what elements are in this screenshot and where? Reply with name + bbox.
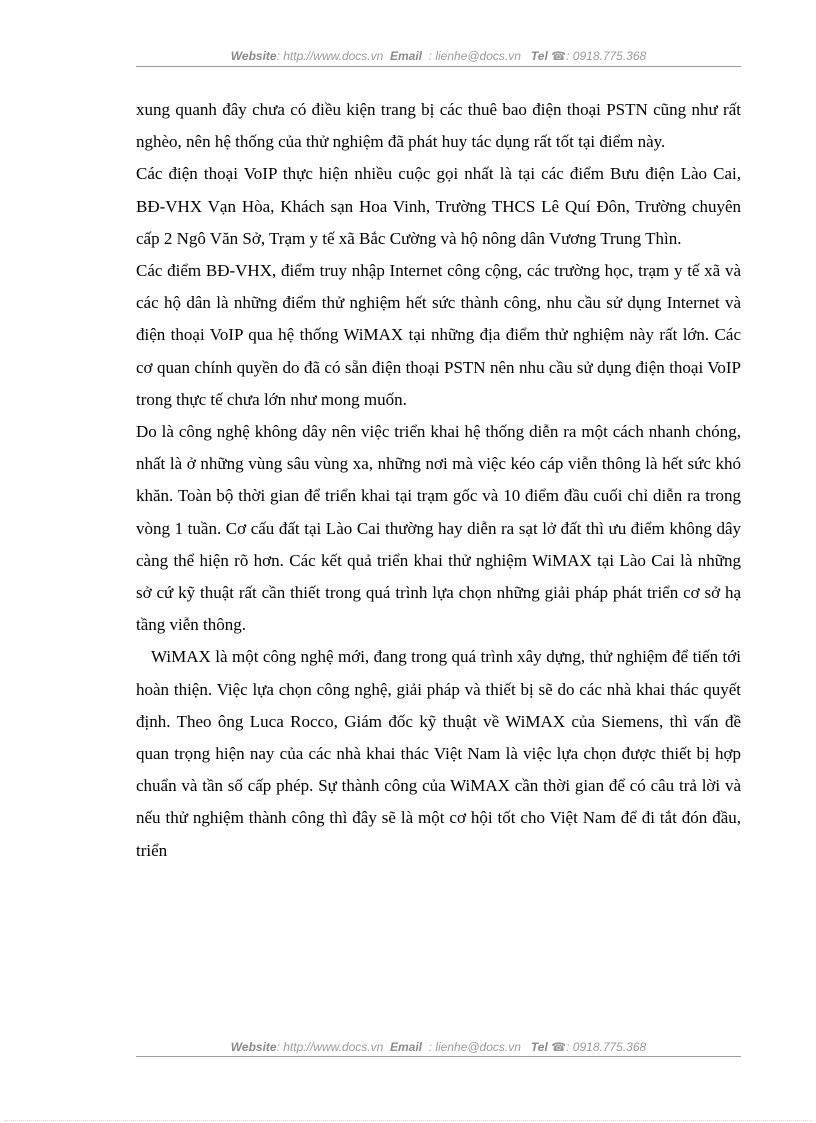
- paragraph-2: Các điện thoại VoIP thực hiện nhiều cuộc gọi nhất là tại các điểm Bưu điện Lào Cai, BĐ-VHX Vạn Hòa, Khách sạn Hoa Vinh, Trường THCS Lê Quí Đôn, Trường chuyên cấp 2 Ngô Văn Sở, Trạm y tế xã Bắc Cường và hộ nông dân Vương Trung Thìn.: [136, 164, 741, 248]
- header-email-link[interactable]: : lienhe@docs.vn: [428, 49, 521, 63]
- footer-website-label: Website: [230, 1040, 277, 1054]
- page-edge-divider: [4, 1120, 812, 1121]
- footer-email-link[interactable]: : lienhe@docs.vn: [428, 1040, 521, 1054]
- telephone-icon: ☎: [551, 1040, 567, 1054]
- footer-website-link[interactable]: : http://www.docs.vn: [276, 1040, 384, 1054]
- paragraph-1: xung quanh đây chưa có điều kiện trang bị các thuê bao điện thoại PSTN cũng như rất nghèo, nên hệ thống của thử nghiệm đã phát huy tác dụng rất tốt tại điểm này.: [136, 100, 741, 152]
- footer-tel-label: Tel: [530, 1040, 548, 1054]
- footer-email-label: Email: [389, 1040, 422, 1054]
- header-website-label: Website: [230, 49, 277, 63]
- header-tel-label: Tel: [530, 49, 548, 63]
- paragraph-4: Do là công nghệ không dây nên việc triển khai hệ thống diễn ra một cách nhanh chóng, nhất là ở những vùng sâu vùng xa, những nơi mà việc kéo cáp viễn thông là hết sức khó khăn. Toàn bộ thời gian để triển khai tại trạm gốc và 10 điểm đầu cuối chỉ diễn ra trong vòng 1 tuần. Cơ cấu đất tại Lào Cai thường hay diễn ra sạt lở đất thì ưu điểm không dây càng thể hiện rõ hơn. Các kết quả triển khai thử nghiệm WiMAX tại Lào Cai là những sở cứ kỹ thuật rất cần thiết trong quá trình lựa chọn những giải pháp phát triển cơ sở hạ tầng viễn thông.: [136, 422, 741, 635]
- telephone-icon: ☎: [551, 49, 567, 63]
- header-website-link[interactable]: : http://www.docs.vn: [276, 49, 384, 63]
- page-footer: [136, 1039, 741, 1055]
- page-header: [136, 48, 741, 64]
- header-tel-value: : 0918.775.368: [566, 49, 647, 63]
- footer-divider: [136, 1056, 741, 1057]
- header-divider: [136, 66, 741, 67]
- header-email-label: Email: [389, 49, 422, 63]
- document-body: [136, 94, 741, 867]
- footer-tel-value: : 0918.775.368: [566, 1040, 647, 1054]
- paragraph-5: WiMAX là một công nghệ mới, đang trong quá trình xây dựng, thử nghiệm để tiến tới hoàn thiện. Việc lựa chọn công nghệ, giải pháp và thiết bị sẽ do các nhà khai thác quyết định. Theo ông Luca Rocco, Giám đốc kỹ thuật về WiMAX của Siemens, thì vấn đề quan trọng hiện nay của các nhà khai thác Việt Nam là việc lựa chọn được thiết bị hợp chuẩn và tần số cấp phép. Sự thành công của WiMAX cần thời gian để có câu trả lời và nếu thử nghiệm thành công thì đây sẽ là một cơ hội tốt cho Việt Nam để đi tắt đón đầu, triển: [136, 647, 741, 860]
- paragraph-3: Các điểm BĐ-VHX, điểm truy nhập Internet công cộng, các trường học, trạm y tế xã và các hộ dân là những điểm thử nghiệm hết sức thành công, nhu cầu sử dụng Internet và điện thoại VoIP qua hệ thống WiMAX tại những địa điểm thử nghiệm này rất lớn. Các cơ quan chính quyền do đã có sẵn điện thoại PSTN nên nhu cầu sử dụng điện thoại VoIP trong thực tế chưa lớn như mong muốn.: [136, 261, 741, 409]
